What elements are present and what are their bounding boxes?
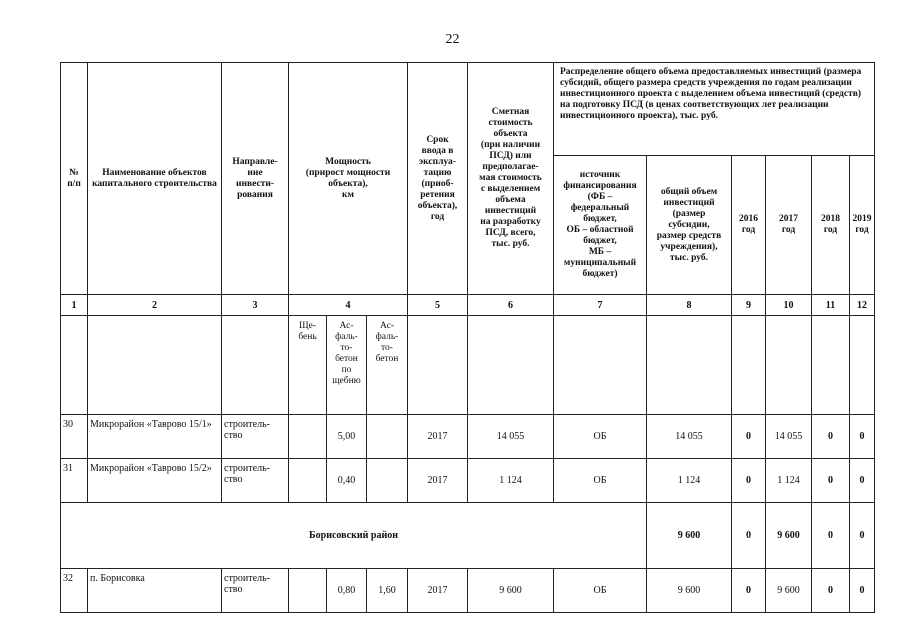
term-cell: 2017 [408, 459, 468, 503]
investment-table [60, 62, 875, 613]
capacity-asphalt-on-gravel: 0,40 [327, 459, 367, 503]
total-cell: 1 124 [647, 459, 732, 503]
y2017-cell: 14 055 [766, 415, 812, 459]
header-capacity: Мощность (прирост мощности объекта), км [289, 63, 408, 295]
term-cell: 2017 [408, 415, 468, 459]
col-number: 1 [61, 295, 88, 316]
object-name: Микрорайон «Таврово 15/2» [88, 459, 222, 503]
object-name: п. Борисовка [88, 569, 222, 613]
row-number: 31 [61, 459, 88, 503]
object-name: Микрорайон «Таврово 15/1» [88, 415, 222, 459]
col-number: 8 [647, 295, 732, 316]
table-row [61, 459, 875, 503]
header-term: Срок ввода в эксплуа- тацию (приоб- ретения объекта), год [408, 63, 468, 295]
col-number: 2 [88, 295, 222, 316]
y2019-cell: 0 [850, 569, 875, 613]
source-cell: ОБ [554, 569, 647, 613]
header-num: № п/п [61, 63, 88, 295]
header-distribution: Распределение общего объема предоставляемых инвестиций (размера субсидий, общего размера средств учреждения по годам реализации инвестиционного проекта с выделением объема инвестиций (средств) на подготовку ПСД (в ценах соответствующих лет реализации инвестиционного проекта), тыс. руб. [554, 63, 875, 156]
y2016-cell: 0 [732, 415, 766, 459]
col-number: 4 [289, 295, 408, 316]
column-numbers-row [61, 295, 875, 316]
page-number: 22 [445, 32, 460, 47]
section-y2019: 0 [850, 503, 875, 569]
header-estimate: Сметная стоимость объекта (при наличии ПСД) или предполагае- мая стоимость с выделением объема инвестиций на разработку ПСД, всего, тыс. руб. [468, 63, 554, 295]
col-number: 6 [468, 295, 554, 316]
direction-cell: строитель- ство [222, 415, 289, 459]
section-y2017: 9 600 [766, 503, 812, 569]
col-number: 12 [850, 295, 875, 316]
total-cell: 9 600 [647, 569, 732, 613]
capacity-asphalt-on-gravel: 5,00 [327, 415, 367, 459]
section-total: 9 600 [647, 503, 732, 569]
section-y2016: 0 [732, 503, 766, 569]
direction-cell: строитель- ство [222, 459, 289, 503]
capacity-gravel [289, 415, 327, 459]
capacity-asphalt-on-gravel: 0,80 [327, 569, 367, 613]
section-y2018: 0 [812, 503, 850, 569]
header-2019: 2019 год [850, 156, 875, 295]
y2019-cell: 0 [850, 415, 875, 459]
y2018-cell: 0 [812, 569, 850, 613]
header-direction: Направле- ние инвести- рования [222, 63, 289, 295]
y2016-cell: 0 [732, 569, 766, 613]
table-row [61, 415, 875, 459]
capacity-gravel [289, 459, 327, 503]
col-number: 5 [408, 295, 468, 316]
term-cell: 2017 [408, 569, 468, 613]
table-row [61, 569, 875, 613]
y2017-cell: 9 600 [766, 569, 812, 613]
estimate-cell: 9 600 [468, 569, 554, 613]
y2016-cell: 0 [732, 459, 766, 503]
header-total: общий объем инвестиций (размер субсидии, размер средств учреждения), тыс. руб. [647, 156, 732, 295]
header-2017: 2017 год [766, 156, 812, 295]
capacity-asphalt [367, 415, 408, 459]
col-number: 9 [732, 295, 766, 316]
row-number: 30 [61, 415, 88, 459]
source-cell: ОБ [554, 415, 647, 459]
col-number: 10 [766, 295, 812, 316]
subheader-asphalt-on-gravel: Ас- фаль- то- бетон по щебню [327, 316, 367, 415]
direction-cell: строитель- ство [222, 569, 289, 613]
row-number: 32 [61, 569, 88, 613]
header-name: Наименование объектов капитального строительства [88, 63, 222, 295]
capacity-gravel [289, 569, 327, 613]
estimate-cell: 1 124 [468, 459, 554, 503]
y2017-cell: 1 124 [766, 459, 812, 503]
y2018-cell: 0 [812, 415, 850, 459]
total-cell: 14 055 [647, 415, 732, 459]
capacity-subheader-row [61, 316, 875, 415]
subheader-asphalt: Ас- фаль- то- бетон [367, 316, 408, 415]
col-number: 11 [812, 295, 850, 316]
subheader-gravel: Ще- бень [289, 316, 327, 415]
col-number: 3 [222, 295, 289, 316]
source-cell: ОБ [554, 459, 647, 503]
header-2018: 2018 год [812, 156, 850, 295]
header-source: источник финансирования (ФБ – федеральный бюджет, ОБ – областной бюджет, МБ – муниципальный бюджет) [554, 156, 647, 295]
section-title: Борисовский район [61, 503, 647, 569]
estimate-cell: 14 055 [468, 415, 554, 459]
col-number: 7 [554, 295, 647, 316]
y2019-cell: 0 [850, 459, 875, 503]
y2018-cell: 0 [812, 459, 850, 503]
section-row [61, 503, 875, 569]
capacity-asphalt [367, 459, 408, 503]
capacity-asphalt: 1,60 [367, 569, 408, 613]
header-2016: 2016 год [732, 156, 766, 295]
